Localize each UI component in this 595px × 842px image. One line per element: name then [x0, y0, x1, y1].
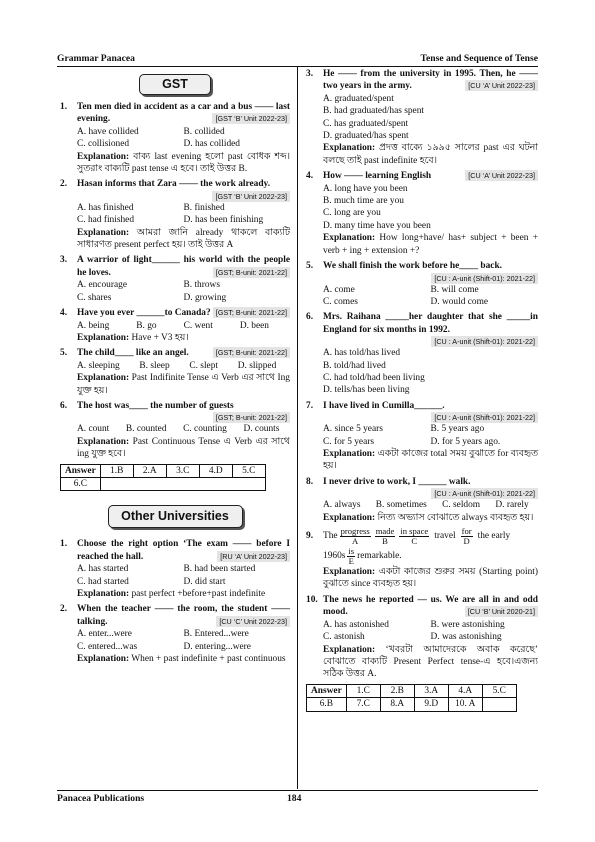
question-text: I have lived in Cumilla______. — [323, 400, 445, 411]
options — [306, 423, 538, 448]
option: D. graduated/has spent — [323, 131, 409, 142]
option: B. counted — [125, 424, 167, 435]
question-text: He —— from the university in 1995. Then, he —— two years in the army. — [323, 69, 538, 92]
question-1 — [60, 101, 290, 175]
answer-cell: 4.A — [448, 684, 482, 697]
answer-cell: 6.C — [61, 477, 101, 490]
gst-question-list — [60, 101, 290, 461]
right-column — [306, 68, 538, 712]
question-text: Have you ever ______to Canada? — [77, 308, 211, 319]
option: A. always — [323, 500, 361, 511]
question-text: The news he reported — us. We are all in and odd mood. — [323, 594, 538, 618]
exam-tag: [CU : A-unit (Shift-01): 2021-22] — [431, 412, 538, 423]
exam-tag: [CU ‘A’ Unit 2022-23] — [465, 170, 538, 181]
question-number: 5. — [60, 348, 68, 359]
option: C. long are you — [323, 208, 381, 219]
gst-answer-table — [60, 464, 266, 492]
footer-publisher: Panacea Publications — [57, 793, 145, 804]
page-number: 184 — [287, 793, 302, 804]
question-number: 3. — [306, 69, 314, 79]
left-column — [60, 68, 290, 668]
q9-sentence-cont — [306, 547, 538, 566]
q9-part-e: $\frac{is}{E}$ — [348, 546, 355, 567]
question-number: 8. — [306, 476, 314, 487]
question-text: When the teacher —— the room, the student —— talking. — [77, 604, 290, 627]
exam-tag: [GST ‘B’ Unit 2022-23] — [212, 191, 290, 202]
question-text: The host was____ the number of guests — [77, 400, 234, 411]
exam-tag: [GST; B-unit: 2021-22] — [213, 267, 290, 278]
question-stem — [60, 254, 290, 279]
answer-cell: 6.B — [307, 698, 347, 711]
option: A. long have you been — [323, 183, 408, 194]
option: A. come — [323, 284, 355, 295]
option: A. since 5 years — [323, 424, 383, 435]
answer-cell: 5.C — [482, 684, 516, 697]
option: A. enter...were — [77, 629, 132, 640]
answer-cell: 8.A — [380, 698, 414, 711]
q9-word: 1960s — [323, 551, 346, 562]
question-number: 1. — [60, 102, 68, 112]
question-text: A warrior of light______ his world with the people he loves. — [77, 255, 290, 278]
section-badge-other-universities: Other Universities — [108, 505, 243, 528]
section-badge-gst: GST — [139, 74, 211, 95]
question-number: 1. — [60, 539, 68, 550]
answer-cell: 4.D — [199, 464, 232, 477]
question-text: We shall finish the work before he____ back. — [323, 261, 503, 272]
question-stem — [306, 594, 538, 619]
explanation: Explanation: When + past indefinite + past continuous — [77, 654, 286, 665]
option: C. seldom — [442, 500, 481, 511]
question-stem — [306, 170, 538, 182]
question-stem — [306, 311, 538, 347]
q9-word: The — [323, 531, 338, 542]
answer-cell: 1.C — [346, 684, 380, 697]
other-answer-table — [306, 684, 517, 712]
exam-tag: [CU : A-unit (Shift-01): 2021-22] — [431, 336, 538, 347]
other-question-list — [60, 538, 290, 665]
question-5 — [60, 347, 290, 397]
option: C. for 5 years — [323, 436, 375, 447]
explanation: Explanation: একটা কাজের total সময় বুঝাতে for ব্যবহৃত হয়। — [323, 448, 538, 472]
question-2 — [60, 603, 290, 665]
exam-tag: [RU ‘A’ Unit 2022-23] — [217, 551, 290, 562]
option: A. encourage — [77, 280, 127, 291]
answer-cell: 3.C — [166, 464, 199, 477]
question-stem — [60, 603, 290, 628]
option: B. told/had lived — [323, 360, 386, 371]
options — [60, 126, 290, 151]
q9-sentence — [306, 527, 538, 546]
running-header — [57, 53, 538, 67]
q9-word: travel — [434, 531, 456, 542]
answer-cell: 9.D — [414, 698, 448, 711]
answer-cell: 1.B — [100, 464, 133, 477]
options — [60, 202, 290, 227]
question-text: The child____ like an angel. — [77, 348, 189, 359]
q9-explanation: Explanation: একটা কাজের শুরুর সময় (Starting point) বুঝাতে since ব্যবহৃত হয়। — [323, 567, 538, 590]
explanation: Explanation: প্রদত্ত বাক্যে ১৯৯৫ সালের past এর ঘটনা বলছে তাই past indefinite হবে। — [323, 143, 538, 166]
exam-tag: [GST; B-unit: 2021-22] — [213, 412, 290, 423]
answer-row — [307, 698, 517, 711]
question-6 — [60, 400, 290, 461]
answer-cell: 10. A — [448, 698, 482, 711]
question-number: 3. — [60, 255, 68, 266]
option: A. sleeping — [77, 360, 120, 371]
question-text: Mrs. Raihana _____her daughter that she _____in England for six months in 1992. — [323, 312, 538, 335]
option: C. had finished — [77, 215, 135, 226]
explanation: Explanation: How long+have/ has+ subject + been + verb + ing + extension +? — [323, 233, 538, 256]
question-stem — [60, 347, 290, 359]
exam-tag: [CU ‘A’ Unit 2022-23] — [465, 80, 538, 91]
option: D. rarely — [495, 500, 529, 511]
question-text: How —— learning English — [323, 171, 432, 182]
question-4 — [306, 170, 538, 257]
answer-cell-empty — [100, 477, 265, 490]
column-divider — [297, 67, 298, 789]
option: C. entered...was — [77, 641, 138, 652]
option: B. collided — [183, 126, 225, 137]
option: B. sometimes — [375, 500, 427, 511]
option: C. shares — [77, 292, 112, 303]
option: D. counts — [243, 424, 280, 435]
option: C. had told/had been living — [323, 372, 425, 383]
explanation: Explanation: নিত্য অভ্যাস বোঝাতে always ব্যবহৃত হয়। — [323, 512, 534, 523]
option: C. comes — [323, 296, 358, 307]
options — [306, 619, 538, 644]
option: B. will come — [430, 284, 479, 295]
question-number: 2. — [60, 179, 68, 190]
option: A. has started — [77, 564, 129, 575]
option: B. 5 years ago — [430, 424, 485, 435]
right-question-list — [306, 68, 538, 524]
question-text: Hasan informs that Zara —— the work already. — [77, 179, 271, 190]
option: D. been — [239, 320, 269, 331]
answer-row — [61, 477, 266, 490]
option: D. for 5 years ago. — [430, 436, 501, 447]
options — [306, 284, 538, 309]
option: A. has astonished — [323, 619, 389, 630]
question-2 — [60, 178, 290, 251]
question-number: 2. — [60, 604, 68, 615]
option: B. finished — [183, 202, 225, 213]
option: B. had been started — [183, 564, 256, 575]
question-number: 6. — [306, 312, 314, 323]
explanation: Explanation: Past Continuous Tense এ Verb এর সাথে ing যুক্ত হবে। — [77, 436, 290, 460]
option: B. sleep — [139, 360, 170, 371]
option: B. much time are you — [323, 196, 404, 207]
option: B. were astonishing — [430, 619, 505, 630]
option: A. have collided — [77, 126, 139, 137]
answer-cell: 5.C — [232, 464, 265, 477]
q9-part-d: $\frac{\text{for}}{D}$ — [461, 526, 472, 547]
option: C. had started — [77, 576, 129, 587]
header-chapter-title: Tense and Sequence of Tense — [420, 53, 538, 64]
option: B. Entered...were — [183, 629, 249, 640]
option: A. being — [77, 320, 110, 331]
question-9 — [306, 527, 538, 591]
option: D. has collided — [183, 139, 240, 150]
option: C. has graduated/spent — [323, 118, 409, 129]
q9-part-a: $\frac{\text{progress}}{A}$ — [340, 526, 370, 547]
exam-tag: [CU : A-unit (Shift-01): 2021-22] — [431, 488, 538, 499]
question-stem — [60, 101, 290, 126]
question-stem — [60, 400, 290, 423]
option: A. count — [77, 424, 110, 435]
exam-tag: [CU ‘C’ Unit 2022-23] — [216, 616, 290, 627]
answer-cell: 2.B — [380, 684, 414, 697]
option: D. tells/has been living — [323, 385, 410, 396]
option: B. go — [136, 320, 157, 331]
question-stem — [60, 538, 290, 563]
option: C. collisioned — [77, 139, 130, 150]
q9-word: remarkable. — [357, 551, 402, 562]
option: A. has finished — [77, 202, 134, 213]
q9-part-b: $\frac{\text{made}}{B}$ — [375, 526, 395, 547]
option: D. did start — [183, 576, 226, 587]
answer-cell: 3.A — [414, 684, 448, 697]
option: D. growing — [183, 292, 227, 303]
options — [306, 499, 538, 511]
question-number: 4. — [306, 171, 314, 182]
question-4 — [60, 307, 290, 344]
options — [60, 360, 290, 372]
answer-label: Answer — [307, 684, 347, 697]
explanation: Explanation: Have + V3 হয়। — [77, 332, 189, 343]
exam-tag: [GST ‘B’ Unit 2022-23] — [212, 113, 290, 124]
option: C. went — [183, 320, 213, 331]
question-stem — [306, 260, 538, 283]
running-footer — [57, 793, 538, 807]
question-number: 7. — [306, 400, 314, 411]
question-3 — [60, 254, 290, 304]
options — [60, 320, 290, 332]
question-10 — [306, 594, 538, 681]
option: D. has been finishing — [183, 215, 264, 226]
question-text: Choose the right option ‘The exam —— before I reached the hall. — [77, 539, 290, 562]
options — [306, 347, 538, 397]
option: B. had graduated/has spent — [323, 106, 425, 117]
exam-tag: [GST; B-unit: 2021-22] — [213, 307, 290, 318]
question-text: I never drive to work, I ______ walk. — [323, 476, 471, 487]
option: A. graduated/spent — [323, 93, 394, 104]
question-8 — [306, 476, 538, 524]
answer-label: Answer — [61, 464, 101, 477]
question-text: Ten men died in accident as a car and a bus —— last evening. — [77, 102, 290, 125]
option: C. astonish — [323, 632, 365, 643]
question-stem — [306, 68, 538, 93]
exam-tag: [GST; B-unit: 2021-22] — [213, 347, 290, 358]
header-book-title: Grammar Panacea — [57, 53, 135, 64]
q9-word: the early — [477, 531, 511, 542]
option: C. slept — [189, 360, 219, 371]
question-5 — [306, 260, 538, 308]
question-stem — [60, 307, 290, 319]
question-number: 4. — [60, 308, 68, 319]
option: D. was astonishing — [430, 632, 502, 643]
question-number: 10. — [306, 594, 318, 605]
question-number: 5. — [306, 261, 314, 272]
option: C. counting — [183, 424, 227, 435]
question-stem — [306, 476, 538, 499]
q10-explanation: Explanation: ‘খবরটা আমাদেরকে অবাক করেছে’ বোঝাতে বাক্যটি Present Perfect tense-এ হবে।এজন্য সঠিক উত্তর A. — [323, 644, 538, 680]
explanation: Explanation: Past Indifinite Tense এ Verb এর সাথে Ing যুক্ত হয়। — [77, 373, 290, 396]
option: A. has told/has lived — [323, 348, 401, 359]
option: D. entering...were — [183, 641, 251, 652]
options — [60, 628, 290, 653]
exam-tag: [CU : A-unit (Shift-01): 2021-22] — [431, 273, 538, 284]
answer-row — [61, 464, 266, 477]
footer-rule — [57, 790, 538, 791]
exam-tag: [CU ‘B’ Unit 2020-21] — [465, 606, 538, 617]
question-7 — [306, 400, 538, 473]
options — [60, 563, 290, 588]
question-number: 6. — [60, 400, 68, 411]
option: D. would come — [430, 296, 489, 307]
answer-row — [307, 684, 517, 697]
options — [306, 93, 538, 143]
question-3 — [306, 68, 538, 167]
explanation: Explanation: past perfect +before+past indefinite — [77, 589, 266, 599]
option: D. many time have you been — [323, 220, 431, 231]
options — [60, 279, 290, 304]
q9-part-c: $\frac{\text{in space}}{C}$ — [400, 526, 429, 547]
question-number: 9. — [306, 531, 314, 542]
option: B. throws — [183, 280, 220, 291]
question-6 — [306, 311, 538, 396]
question-1 — [60, 538, 290, 600]
options — [60, 423, 290, 435]
explanation: Explanation: বাক্য last evening হলো past বোধক শব্দ। সুতরাং বাক্যটি past tense এ হবে। তাই উত্তর B. — [77, 151, 290, 175]
explanation: Explanation: আমরা জানি already থাকলে বাক্যটি সাধারণত present perfect হয়। তাই উত্তর A — [77, 227, 290, 251]
option: D. slipped — [237, 360, 277, 371]
options — [306, 183, 538, 233]
question-stem — [60, 178, 290, 201]
answer-cell: 2.A — [133, 464, 166, 477]
answer-cell: 7.C — [346, 698, 380, 711]
question-stem — [306, 400, 538, 423]
answer-cell-empty — [482, 698, 516, 711]
